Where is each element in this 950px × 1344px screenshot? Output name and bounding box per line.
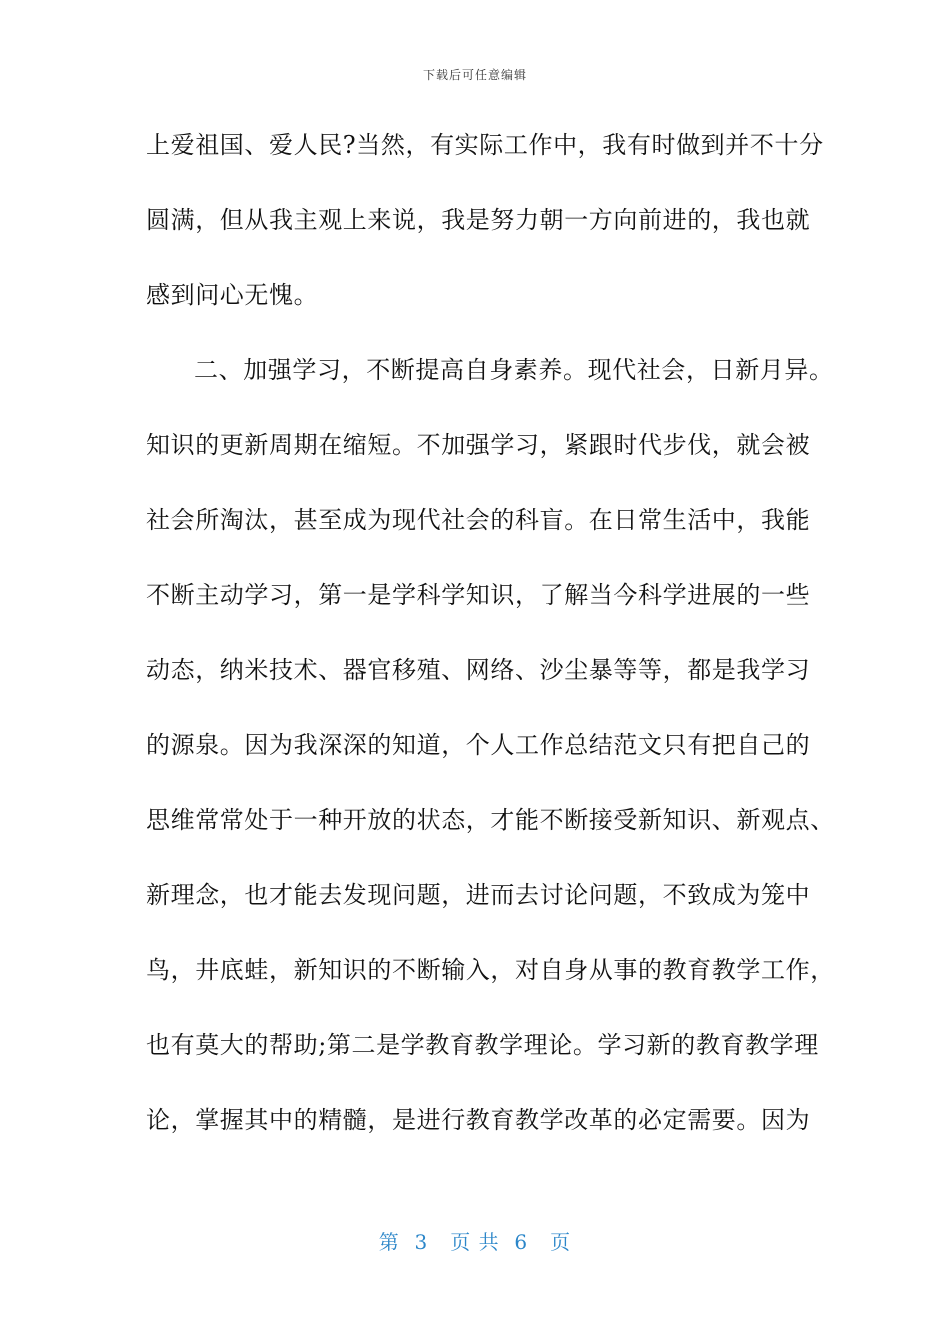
body-line: 社会所淘汰，甚至成为现代社会的科盲。在日常生活中，我能 [146, 506, 811, 534]
body-line: 也有莫大的帮助;第二是学教育教学理论。学习新的教育教学理 [146, 1031, 819, 1059]
page-number-footer: 第 3 页 共 6 页 [378, 1230, 572, 1254]
body-line: 圆满，但从我主观上来说，我是努力朝一方向前进的，我也就 [146, 206, 811, 234]
body-line: 感到问心无愧。 [146, 281, 319, 309]
paragraph-start-line: 二、加强学习，不断提高自身素养。现代社会，日新月异。 [194, 356, 834, 384]
body-line: 思维常常处于一种开放的状态，才能不断接受新知识、新观点、 [146, 806, 835, 834]
body-line: 上爱祖国、爱人民?当然，有实际工作中，我有时做到并不十分 [146, 131, 824, 159]
page-header-note: 下载后可任意编辑 [422, 68, 527, 82]
body-line: 不断主动学习，第一是学科学知识，了解当今科学进展的一些 [146, 581, 811, 609]
body-line: 鸟，井底蛙，新知识的不断输入，对自身从事的教育教学工作， [146, 956, 835, 984]
body-line: 的源泉。因为我深深的知道，个人工作总结范文只有把自己的 [146, 731, 811, 759]
body-line: 论，掌握其中的精髓，是进行教育教学改革的必定需要。因为 [146, 1106, 811, 1134]
body-line: 新理念，也才能去发现问题，进而去讨论问题，不致成为笼中 [146, 881, 811, 909]
body-line: 知识的更新周期在缩短。不加强学习，紧跟时代步伐，就会被 [146, 431, 811, 459]
body-line: 动态，纳米技术、器官移殖、网络、沙尘暴等等，都是我学习 [146, 656, 811, 684]
